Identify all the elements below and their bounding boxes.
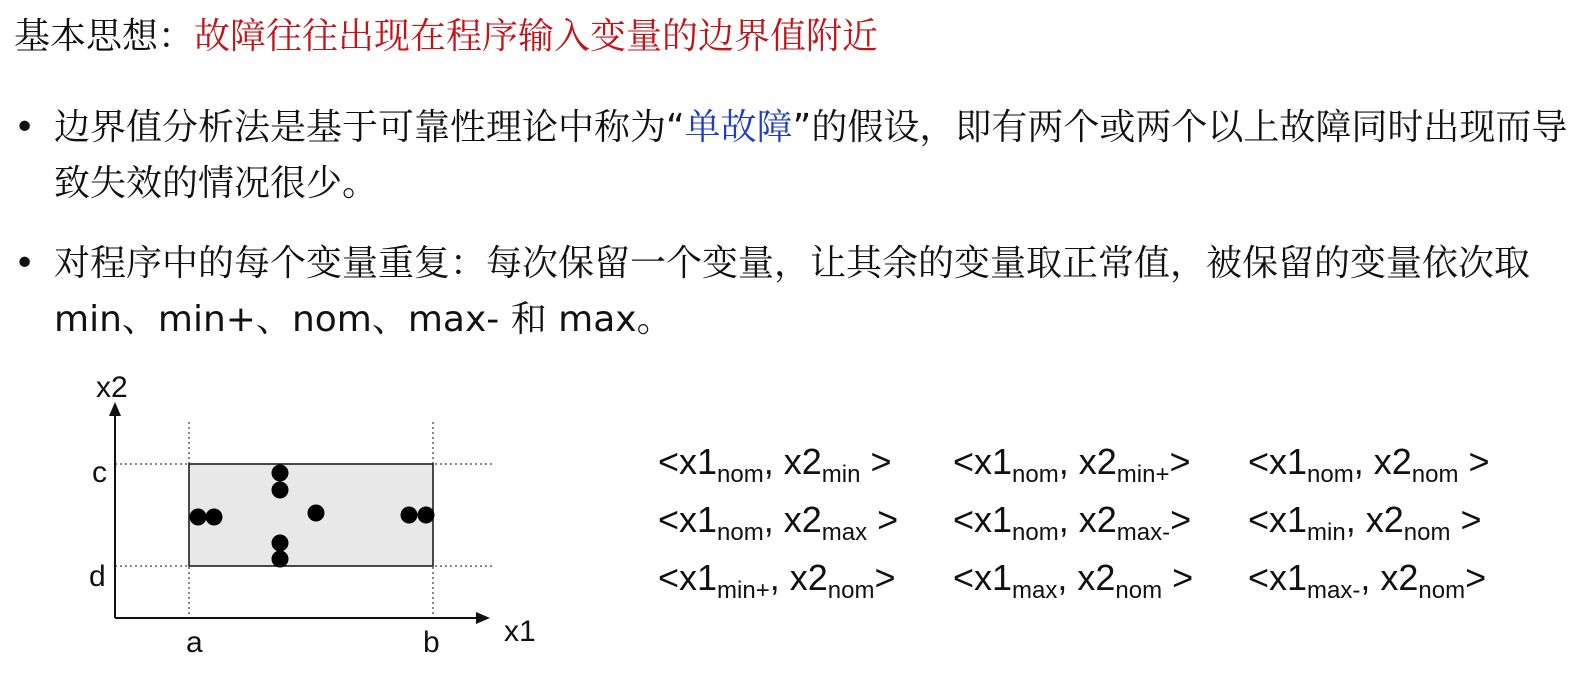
title-highlight: 故障往往出现在程序输入变量的边界值附近 [194,16,879,57]
y-axis-arrow-icon [109,402,121,416]
test-case-tuples [658,436,1508,604]
slide-title [14,14,878,60]
bullet-variable-repeat [14,236,1584,348]
bullet-single-fault [14,100,1584,212]
x-tick-b: b [423,626,440,659]
y-tick-d: d [89,560,106,593]
bullet-highlight: 单故障 [684,107,793,148]
test-point [272,465,289,482]
x-axis-label: x1 [504,615,536,648]
boundary-diagram [0,360,560,670]
bullet-text [54,100,1584,212]
x-axis-arrow-icon [476,612,490,624]
bullet-text-before: 边界值分析法是基于可靠性理论中称为“ [54,107,685,148]
y-tick-c: c [92,456,107,489]
test-point [190,509,207,526]
test-point [206,509,223,526]
y-axis-label: x2 [96,371,128,404]
test-point [308,505,325,522]
x-tick-a: a [186,626,203,659]
test-point [272,551,289,568]
tuple: $<x1_{nom}$, $x2_{min+}>$ [953,441,1191,488]
test-point [401,507,418,524]
tuple: $<x1_{nom}$, $x2_{max-}>$ [953,499,1192,546]
title-prefix: 基本思想： [14,16,195,57]
tuple: $<x1_{min}$, $x2_{nom}$ > [1248,499,1482,546]
tuple: $<x1_{nom}$, $x2_{max}$ > [658,499,899,546]
bullet-dot: • [14,107,36,148]
tuple: $<x1_{nom}$, $x2_{min}$ > [658,441,892,488]
bullet-dot: • [14,243,36,284]
tuple: $<x1_{max}$, $x2_{nom}$ > [953,557,1194,604]
test-point [272,535,289,552]
test-point [418,507,435,524]
bullet-text: 对程序中的每个变量重复：每次保留一个变量，让其余的变量取正常值，被保留的变量依次取 min、min+、nom、max- 和 max。 [54,243,1531,340]
test-point [272,482,289,499]
tuple: $<x1_{max-}$, $x2_{nom}>$ [1248,557,1487,604]
bullet-text-after: ”的假设，即有两个或两个以上故障同时出现而导致失效的情况很少。 [54,107,1568,204]
tuple: $<x1_{nom}$, $x2_{nom}$ > [1248,441,1490,488]
tuple: $<x1_{min+}$, $x2_{nom}>$ [658,557,896,604]
